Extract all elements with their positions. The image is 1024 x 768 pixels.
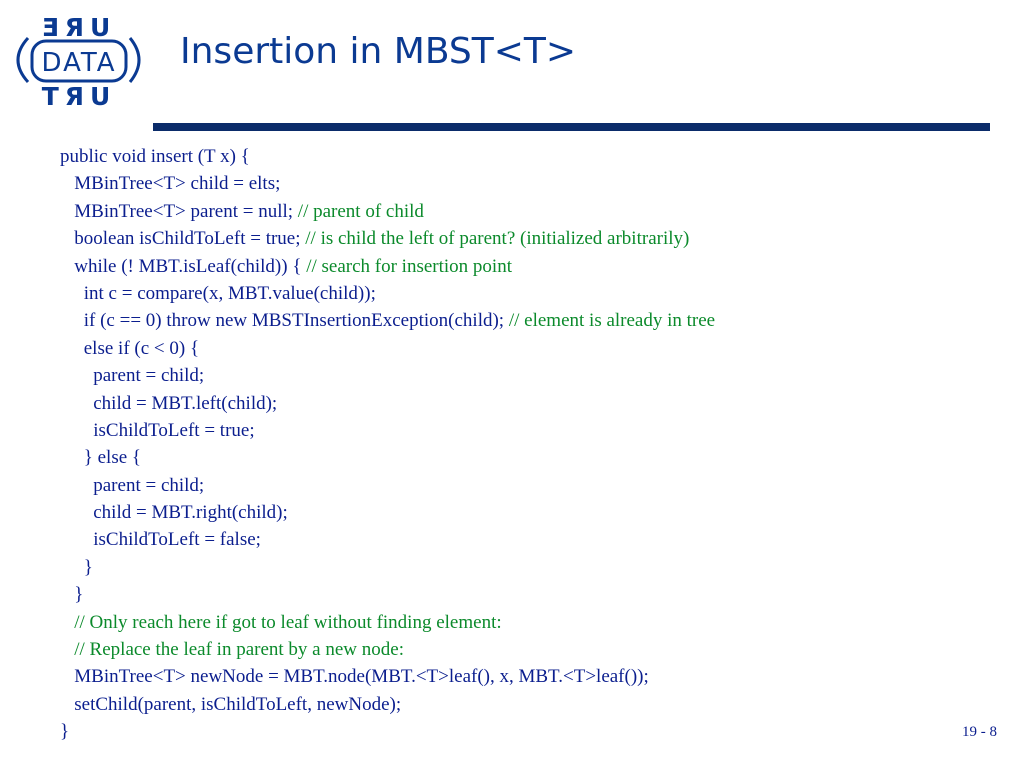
code-text: child = MBT.right(child); [93,502,288,524]
code-text: MBinTree<T> parent = null; [74,200,298,222]
code-listing [60,143,715,746]
code-line [60,554,715,581]
code-text: isChildToLeft = false; [93,529,261,551]
code-indent [60,420,93,441]
code-line [60,280,715,307]
logo-left-bracket [18,38,28,82]
code-line [60,335,715,362]
code-indent [60,694,74,715]
code-line [60,609,715,636]
slide-title: Insertion in MBST<T> [180,31,577,72]
code-line [60,362,715,389]
code-indent [60,228,74,249]
code-text: } [83,556,93,578]
code-line [60,417,715,444]
code-text: public void insert (T x) { [60,146,250,167]
code-line [60,307,715,334]
code-line [60,581,715,608]
code-line [60,663,715,690]
code-text: int c = compare(x, MBT.value(child)); [83,282,376,304]
title-underline [153,123,990,131]
code-line [60,472,715,499]
code-text: boolean isChildToLeft = true; [74,228,306,250]
code-indent [60,502,93,523]
code-comment: // parent of child [297,200,424,222]
code-comment: // Only reach here if got to leaf without finding element: [74,611,502,633]
code-line [60,718,715,745]
logo-right-bracket [130,38,139,82]
code-indent [60,612,74,633]
code-indent [60,338,84,359]
code-text: if (c == 0) throw new MBSTInsertionException(child); [83,310,509,332]
code-line [60,499,715,526]
code-text: while (! MBT.isLeaf(child)) { [74,255,307,277]
code-comment: // search for insertion point [306,255,512,277]
code-indent [60,666,74,687]
code-line [60,253,715,280]
code-indent [60,584,74,605]
code-text: MBinTree<T> newNode = MBT.node(MBT.<T>leaf(), x, MBT.<T>leaf()); [74,666,649,688]
logo-top-text: ƎЯU [41,13,117,42]
code-line [60,143,715,170]
code-line [60,390,715,417]
logo-center-text: DATA [41,48,117,78]
code-indent [60,201,74,222]
code-indent [60,256,74,277]
code-indent [60,310,84,331]
code-line [60,636,715,663]
code-indent [60,283,84,304]
code-indent [60,173,74,194]
code-line [60,198,715,225]
code-text: parent = child; [93,474,205,496]
code-text: } [60,721,70,743]
code-indent [60,475,93,496]
code-comment: // is child the left of parent? (initialized arbitrarily) [305,228,690,250]
code-line [60,444,715,471]
code-text: parent = child; [93,365,205,387]
code-text: setChild(parent, isChildToLeft, newNode); [74,693,402,715]
code-text: MBinTree<T> child = elts; [74,173,281,195]
code-indent [60,529,93,550]
page-number: 19 - 8 [962,724,997,740]
logo-bottom-text: TЯU [41,82,117,108]
code-comment: // Replace the leaf in parent by a new node: [74,639,404,661]
code-indent [60,557,84,578]
code-text: else if (c < 0) { [83,337,200,359]
code-text: } [74,584,84,606]
data-structures-logo [6,12,148,108]
code-indent [60,447,84,468]
code-line [60,170,715,197]
code-line [60,526,715,553]
code-text: child = MBT.left(child); [93,392,278,414]
code-line [60,691,715,718]
code-comment: // element is already in tree [508,310,716,332]
code-indent [60,639,74,660]
code-text: isChildToLeft = true; [93,419,255,441]
code-indent [60,365,93,386]
code-indent [60,393,93,414]
code-line [60,225,715,252]
code-text: } else { [83,447,142,469]
